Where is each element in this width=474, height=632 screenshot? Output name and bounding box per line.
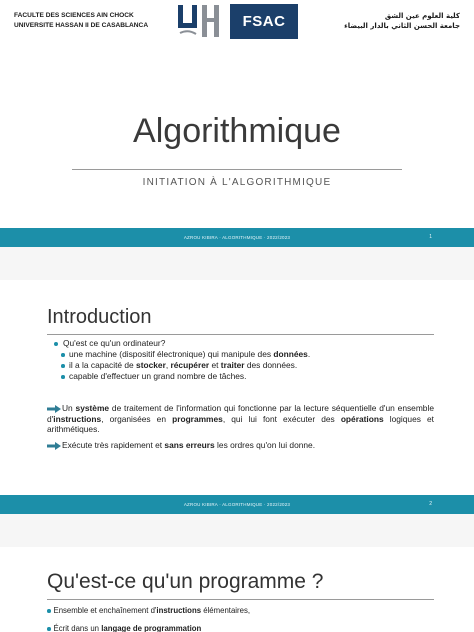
paragraph-speed: Exécute très rapidement et sans erreurs les ordres qu'on lui donne.	[47, 440, 434, 451]
presentation-subtitle: INITIATION À L'ALGORITHMIQUE	[142, 177, 332, 188]
list-item: Écrit dans un langage de programmation	[47, 624, 201, 632]
list-item: une machine (dispositif électronique) qui manipule des données.	[54, 349, 434, 360]
slide-title-divider	[47, 599, 434, 600]
arrow-right-icon	[47, 442, 61, 450]
slide-gap	[0, 514, 474, 547]
uh2-logo-icon	[176, 3, 224, 39]
slide-title: Qu'est-ce qu'un programme ?	[47, 570, 324, 593]
bullet-icon	[61, 364, 65, 368]
faculty-name-arabic: كلية العلوم عين الشق	[384, 12, 460, 20]
slide-gap	[0, 247, 474, 280]
fsac-logo: FSAC	[230, 4, 298, 39]
list-item: il a la capacité de stocker, récupérer et traiter des données.	[54, 360, 434, 371]
slide-title: Introduction	[47, 306, 152, 328]
slide-2	[0, 280, 474, 514]
bullet-icon	[54, 342, 58, 346]
list-item: Ensemble et enchaînement d'instructions élémentaires,	[47, 606, 250, 615]
bullet-list	[54, 338, 434, 382]
slide-3	[0, 548, 474, 632]
slide-footer	[0, 228, 474, 247]
university-name-arabic	[344, 11, 460, 31]
list-item: Qu'est ce qu'un ordinateur?	[54, 338, 434, 349]
university-name-latin	[14, 11, 148, 31]
page-number: 1	[429, 234, 432, 240]
footer-text: AZROU KIBIRA · ALGORITHMIQUE · 2022/2023	[183, 235, 291, 240]
bullet-icon	[61, 353, 65, 357]
university-name-arabic-line: جامعة الحسن الثاني بالدار البيضاء	[344, 22, 460, 30]
footer-text: AZROU KIBIRA · ALGORITHMIQUE · 2022/2023	[183, 502, 291, 507]
bullet-icon	[61, 375, 65, 379]
page-number: 2	[429, 501, 432, 507]
arrow-right-icon	[47, 405, 61, 413]
faculty-name: FACULTE DES SCIENCES AIN CHOCK	[14, 12, 134, 19]
slide-1	[0, 0, 474, 247]
slide-title-divider	[47, 334, 434, 335]
presentation-title: Algorithmique	[133, 112, 341, 150]
list-item: capable d'effectuer un grand nombre de tâches.	[54, 371, 434, 382]
bullet-icon	[47, 609, 51, 613]
slide-footer	[0, 495, 474, 514]
title-divider	[72, 169, 402, 170]
paragraph-definition: Un système de traitement de l'information qui fonctionne par la lecture séquentielle d'un ensemble d'instructions, organisées en programmes, qui lui font exécuter des opérations logiques et arithmétiques.	[47, 403, 434, 434]
bullet-icon	[47, 627, 51, 631]
university-name: UNIVERSITE HASSAN II DE CASABLANCA	[14, 22, 149, 29]
